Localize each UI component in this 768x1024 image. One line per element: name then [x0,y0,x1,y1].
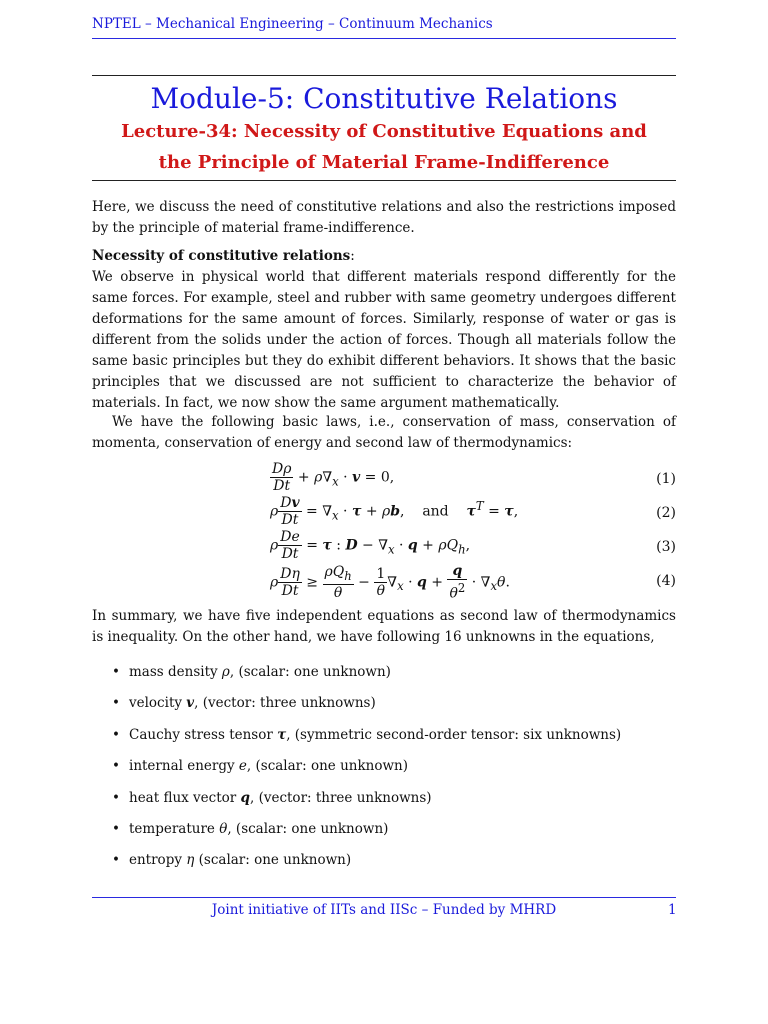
equation-1-body: $\frac{D\rho}{Dt}$ + $\rho\nabla_x \cdot v = 0$, [272,461,395,494]
section-heading: Necessity of constitutive relations [92,248,351,264]
laws-intro-paragraph: We have the following basic laws, i.e., conservation of mass, conservation of momenta, conservation of energy and second law of thermodynamics: [92,414,676,451]
summary-paragraph: In summary, we have five independent equations as second law of thermodynamics is inequality. On the other hand, we have following 16 unknowns in the equations, [92,608,676,645]
equation-1-number: (1) [656,471,676,487]
equation-2-number: (2) [656,505,676,521]
equation-4 [250,563,676,602]
equation-3-body: ρ $\frac{De}{Dt}$ = τ : $D - \nabla_x \cdot q + \rho Q_h$, [270,529,471,562]
section-heading-colon: : [350,248,355,264]
bullet-icon: • [112,758,120,774]
intro-paragraph: Here, we discuss the need of constitutive relations and also the restrictions imposed by the principle of material frame-indifference. [92,199,676,236]
bullet-icon: • [112,852,120,868]
bullet-icon: • [112,790,120,806]
equation-4-number: (4) [656,573,676,589]
bullet-icon: • [112,664,120,680]
equation-2-and: and [422,503,449,520]
title-rule-top [92,75,676,76]
running-head: NPTEL – Mechanical Engineering – Continuum Mechanics [92,16,493,32]
lecture-title [92,116,676,178]
footer-rule [92,897,676,898]
bullet-icon: • [112,821,120,837]
header-rule [92,38,676,39]
equation-3 [250,529,676,563]
equation-2 [250,495,676,529]
title-rule-bottom [92,180,676,181]
module-title: Module-5: Constitutive Relations [150,82,618,115]
equation-1 [250,461,676,495]
equation-4-body: ρ $\frac{D\eta}{Dt}$ ≥ $\frac{\rho Q_h}{\theta}$ − $\frac{1}{\theta}$ $\nabla_x \cdot q$ + $\frac{q}{\theta^2}$ · $\nabla_x\theta$. [270,563,510,602]
equation-2-body: ρ $\frac{Dv}{Dt}$ = $\nabla_x \cdot \tau + \rho b$, and $\tau^T = \tau$, [270,495,519,528]
equation-3-number: (3) [656,539,676,555]
bullet-icon: • [112,727,120,743]
lecture-title-line-2: the Principle of Material Frame-Indifference [158,152,610,173]
lecture-title-line-1: Lecture-34: Necessity of Constitutive Equations and [121,121,647,142]
footer-text: Joint initiative of IITs and IISc – Funded by MHRD [211,902,557,918]
section-body: We observe in physical world that different materials respond differently for the same forces. For example, steel and rubber with same geometry undergoes different deformations for the same amount of forces. Similarly, response of water or gas is different from the solids under the action of forces. Though all materials follow the same basic principles but they do exhibit different behaviors. It shows that the basic principles that we discussed are not sufficient to characterize the behavior of materials. In fact, we now show the same argument mathematically. [92,269,676,411]
bullet-icon: • [112,695,120,711]
page-number: 1 [668,902,677,918]
section-necessity [92,246,676,414]
